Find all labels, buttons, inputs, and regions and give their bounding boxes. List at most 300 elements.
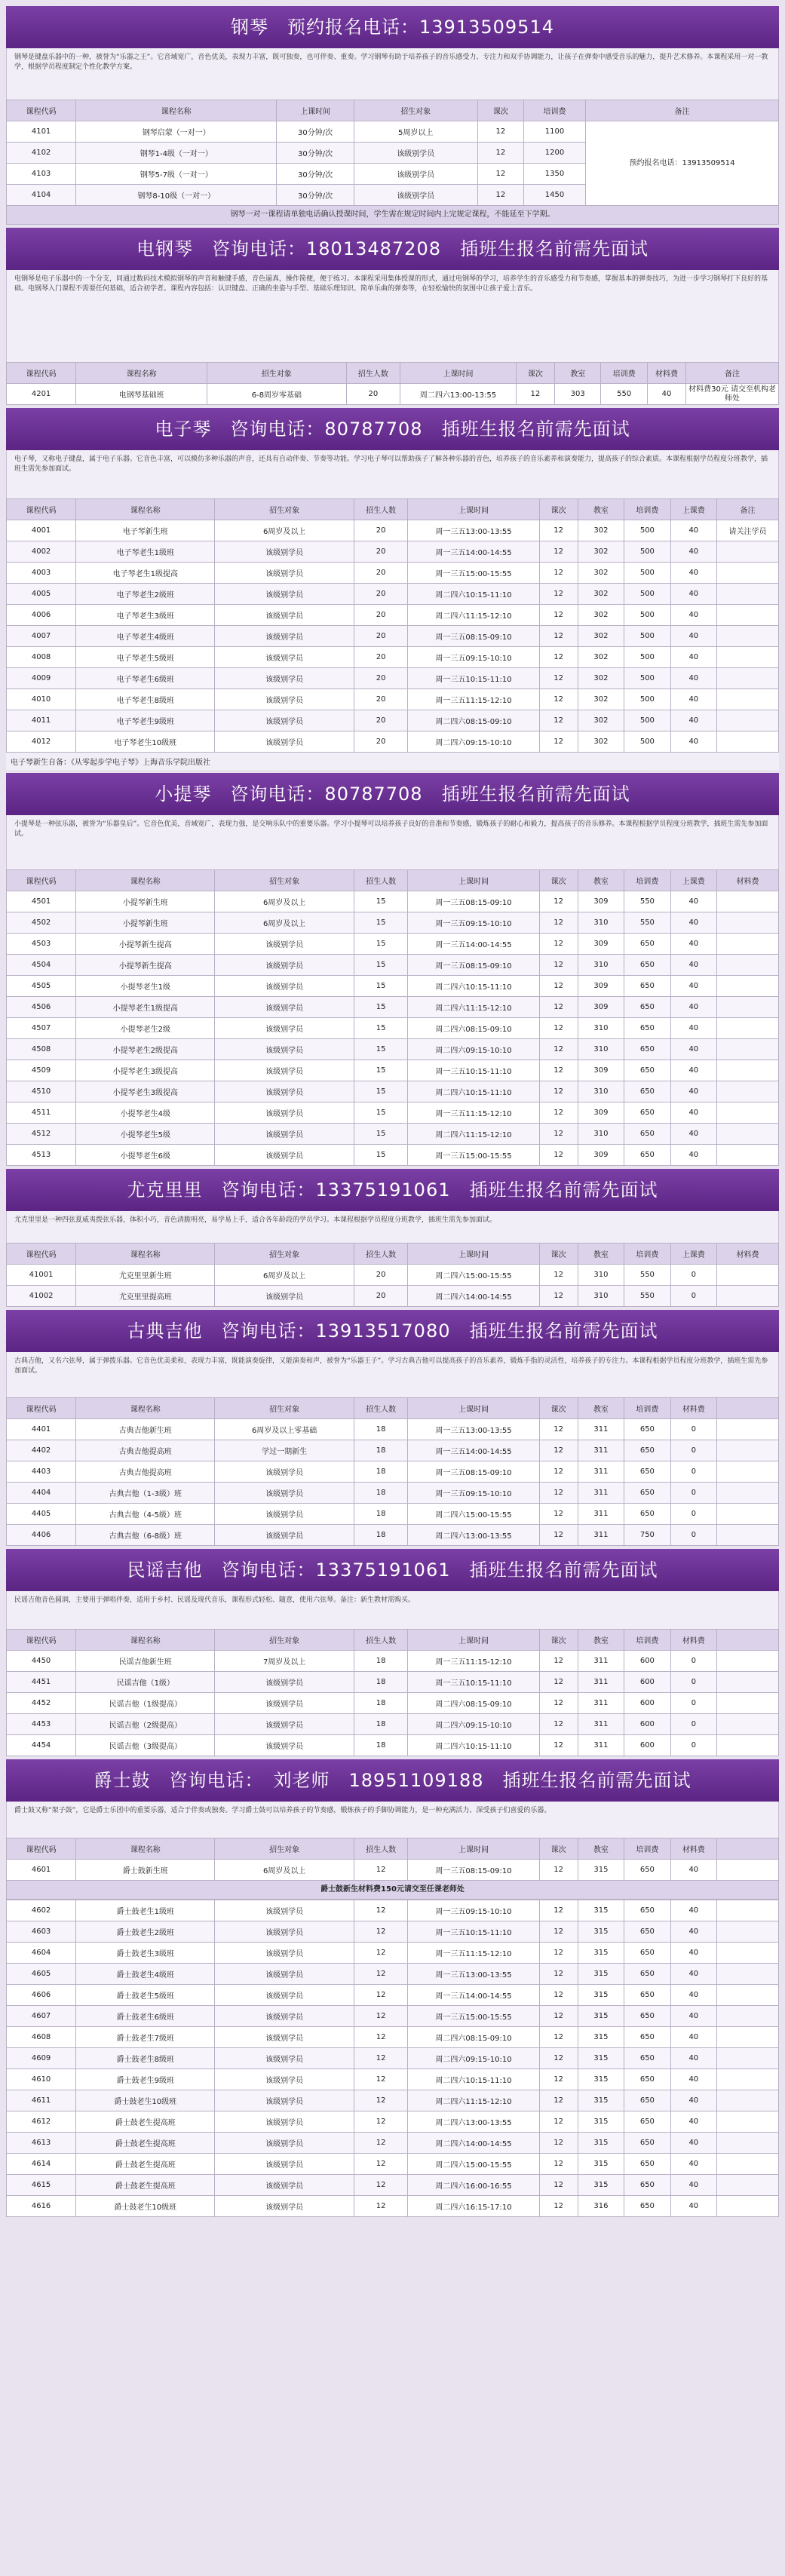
cell: 4005 (7, 584, 76, 605)
course-table (6, 1397, 779, 1546)
cell: 周二四六16:15-17:10 (408, 2196, 539, 2217)
cell: 4405 (7, 1504, 76, 1525)
cell: 40 (670, 563, 716, 584)
cell: 30分钟/次 (277, 164, 354, 185)
cell (717, 1286, 779, 1307)
cell: 该级别学员 (215, 2111, 354, 2133)
cell: 650 (624, 1060, 670, 1081)
table-row (7, 1265, 779, 1286)
header-cell: 课次 (539, 1398, 578, 1419)
cell: 周一三五08:15-09:10 (408, 1860, 539, 1881)
cell: 民谣吉他新生班 (76, 1651, 215, 1672)
cell: 12 (539, 541, 578, 563)
header-cell: 课程代码 (7, 870, 76, 891)
table-header-row (7, 363, 779, 384)
cell: 爵士鼓老生5级班 (76, 1985, 215, 2006)
cell: 309 (578, 891, 624, 912)
cell: 电子琴老生3级班 (76, 605, 215, 626)
cell: 12 (539, 1060, 578, 1081)
cell: 小提琴新生班 (76, 912, 215, 934)
cell: 315 (578, 1860, 624, 1881)
cell: 40 (670, 1124, 716, 1145)
cell: 500 (624, 731, 670, 753)
section-intro: 爵士鼓又称“架子鼓”，它是爵士乐团中的重要乐器，适合于伴奏或独奏。学习爵士鼓可以培养孩子的节奏感，锻炼孩子的手脚协调能力，是一种充满活力、深受孩子们喜爱的乐器。 (6, 1802, 779, 1838)
cell: 4608 (7, 2027, 76, 2048)
cell (717, 2154, 779, 2175)
cell (717, 1900, 779, 1921)
header-cell: 上课时间 (408, 1838, 539, 1860)
cell: 该级别学员 (215, 1735, 354, 1756)
cell: 周二四六10:15-11:10 (408, 1735, 539, 1756)
cell: 电子琴老生8级班 (76, 689, 215, 710)
cell: 500 (624, 584, 670, 605)
cell: 爵士鼓老生提高班 (76, 2133, 215, 2154)
cell: 750 (624, 1525, 670, 1546)
header-cell: 招生对象 (354, 100, 477, 121)
cell: 12 (539, 2133, 578, 2154)
cell: 周二四六11:15-12:10 (408, 2090, 539, 2111)
cell: 20 (354, 605, 408, 626)
cell: 12 (354, 1943, 408, 1964)
header-cell: 课次 (539, 1630, 578, 1651)
cell: 尤克里里新生班 (76, 1265, 215, 1286)
table-row (7, 2027, 779, 2048)
table-row (7, 1651, 779, 1672)
cell (717, 1735, 779, 1756)
cell: 12 (354, 2090, 408, 2111)
cell: 600 (624, 1714, 670, 1735)
cell: 12 (539, 520, 578, 541)
header-cell: 课程代码 (7, 363, 76, 384)
cell: 311 (578, 1651, 624, 1672)
header-cell: 培训费 (601, 363, 647, 384)
cell: 40 (670, 934, 716, 955)
section-classical-guitar (6, 1310, 779, 1546)
cell: 爵士鼓老生4级班 (76, 1964, 215, 1985)
section-electronic-keyboard (6, 408, 779, 770)
cell: 315 (578, 2175, 624, 2196)
header-cell: 招生人数 (354, 499, 408, 520)
cell (717, 1102, 779, 1124)
cell: 12 (539, 2154, 578, 2175)
remark-cell: 材料费30元 请交至机构老师处 (686, 384, 779, 405)
cell: 12 (539, 1964, 578, 1985)
cell: 周二四六15:00-15:55 (408, 1504, 539, 1525)
cell: 钢琴1-4级（一对一） (76, 143, 277, 164)
cell: 40 (670, 520, 716, 541)
cell: 该级别学员 (215, 563, 354, 584)
cell (717, 1860, 779, 1881)
cell: 40 (670, 1081, 716, 1102)
cell: 12 (539, 1265, 578, 1286)
cell: 12 (539, 731, 578, 753)
table-row (7, 1735, 779, 1756)
cell: 1100 (524, 121, 586, 143)
cell: 周二四六09:15-10:10 (408, 731, 539, 753)
cell (717, 563, 779, 584)
cell: 4008 (7, 647, 76, 668)
cell: 12 (354, 1921, 408, 1943)
cell: 1200 (524, 143, 586, 164)
table-row (7, 934, 779, 955)
cell: 周二四六08:15-09:10 (408, 710, 539, 731)
cell: 该级别学员 (215, 1900, 354, 1921)
cell: 550 (624, 912, 670, 934)
cell: 12 (539, 1081, 578, 1102)
section-folk-guitar (6, 1549, 779, 1756)
cell (717, 668, 779, 689)
cell: 该级别学员 (215, 1943, 354, 1964)
cell: 12 (539, 1039, 578, 1060)
cell: 40 (670, 2111, 716, 2133)
cell: 500 (624, 626, 670, 647)
cell: 周一三五11:15-12:10 (408, 1651, 539, 1672)
header-cell: 课程代码 (7, 1838, 76, 1860)
header-cell: 招生对象 (207, 363, 346, 384)
cell: 0 (670, 1525, 716, 1546)
cell: 周二四六11:15-12:10 (408, 1124, 539, 1145)
cell: 4501 (7, 891, 76, 912)
header-cell: 招生人数 (354, 1838, 408, 1860)
cell: 钢琴启蒙（一对一） (76, 121, 277, 143)
cell: 30分钟/次 (277, 185, 354, 206)
cell: 12 (354, 2111, 408, 2133)
cell (717, 2196, 779, 2217)
cell: 6周岁及以上 (215, 912, 354, 934)
cell: 12 (539, 584, 578, 605)
cell: 15 (354, 1102, 408, 1124)
table-row (7, 1461, 779, 1483)
cell (717, 1504, 779, 1525)
cell: 500 (624, 668, 670, 689)
cell: 该级别学员 (215, 731, 354, 753)
cell: 40 (670, 1145, 716, 1166)
cell: 请关注学员 (717, 520, 779, 541)
cell: 40 (670, 912, 716, 934)
cell: 41002 (7, 1286, 76, 1307)
cell: 4101 (7, 121, 76, 143)
table-row (7, 2154, 779, 2175)
cell: 12 (516, 384, 554, 405)
cell (717, 584, 779, 605)
section-banner: 爵士鼓 咨询电话： 刘老师 18951109188 插班生报名前需先面试 (6, 1759, 779, 1802)
cell: 40 (670, 1943, 716, 1964)
cell: 小提琴老生2级提高 (76, 1039, 215, 1060)
cell: 12 (354, 2133, 408, 2154)
section-banner: 民谣吉他 咨询电话：13375191061 插班生报名前需先面试 (6, 1549, 779, 1591)
cell: 4451 (7, 1672, 76, 1693)
cell: 40 (670, 955, 716, 976)
cell: 311 (578, 1483, 624, 1504)
header-cell: 教室 (578, 1630, 624, 1651)
table-row (7, 2175, 779, 2196)
cell: 爵士鼓老生2级班 (76, 1921, 215, 1943)
header-cell: 招生人数 (354, 870, 408, 891)
cell: 40 (670, 689, 716, 710)
cell: 4011 (7, 710, 76, 731)
cell: 周一三五11:15-12:10 (408, 689, 539, 710)
cell: 小提琴老生5级 (76, 1124, 215, 1145)
header-cell: 教室 (578, 1398, 624, 1419)
section-banner: 尤克里里 咨询电话：13375191061 插班生报名前需先面试 (6, 1169, 779, 1211)
table-row (7, 626, 779, 647)
cell: 18 (354, 1525, 408, 1546)
cell: 周一三五08:15-09:10 (408, 1461, 539, 1483)
cell: 周二四六10:15-11:10 (408, 584, 539, 605)
cell: 该级别学员 (215, 1714, 354, 1735)
cell: 650 (624, 1081, 670, 1102)
cell (717, 2006, 779, 2027)
cell: 40 (647, 384, 685, 405)
course-table (6, 100, 779, 206)
header-cell: 材料费 (670, 1630, 716, 1651)
cell: 该级别学员 (215, 2196, 354, 2217)
cell: 4512 (7, 1124, 76, 1145)
cell: 12 (354, 1964, 408, 1985)
header-cell: 课程名称 (76, 1398, 215, 1419)
cell: 12 (539, 1461, 578, 1483)
cell: 315 (578, 2069, 624, 2090)
cell: 4404 (7, 1483, 76, 1504)
cell: 15 (354, 891, 408, 912)
cell: 650 (624, 955, 670, 976)
cell: 600 (624, 1672, 670, 1693)
cell: 12 (539, 605, 578, 626)
course-table (6, 1629, 779, 1756)
cell: 650 (624, 1860, 670, 1881)
section-violin (6, 773, 779, 1166)
table-row (7, 1525, 779, 1546)
cell: 12 (477, 121, 523, 143)
cell: 40 (670, 2006, 716, 2027)
cell: 12 (539, 2090, 578, 2111)
cell: 周一三五10:15-11:10 (408, 1672, 539, 1693)
cell: 周一三五11:15-12:10 (408, 1102, 539, 1124)
cell: 12 (539, 1900, 578, 1921)
cell: 6周岁及以上 (215, 1860, 354, 1881)
cell (717, 997, 779, 1018)
cell: 0 (670, 1672, 716, 1693)
cell: 该级别学员 (215, 1964, 354, 1985)
cell: 古典吉他提高班 (76, 1461, 215, 1483)
cell: 0 (670, 1504, 716, 1525)
cell: 4012 (7, 731, 76, 753)
cell: 4607 (7, 2006, 76, 2027)
cell: 302 (578, 520, 624, 541)
cell: 小提琴老生3级提高 (76, 1081, 215, 1102)
cell: 6周岁及以上 (215, 1265, 354, 1286)
cell: 40 (670, 668, 716, 689)
cell: 该级别学员 (215, 934, 354, 955)
section-ukulele (6, 1169, 779, 1307)
cell: 周一三五13:00-13:55 (408, 1964, 539, 1985)
cell: 该级别学员 (354, 164, 477, 185)
cell: 12 (354, 1985, 408, 2006)
cell: 40 (670, 2175, 716, 2196)
header-cell: 培训费 (524, 100, 586, 121)
material-fee-notice: 爵士鼓新生材料费150元请交至任课老师处 (6, 1881, 779, 1900)
cell: 周一三五09:15-10:10 (408, 647, 539, 668)
cell: 315 (578, 1985, 624, 2006)
header-cell: 课程代码 (7, 100, 76, 121)
table-row (7, 1714, 779, 1735)
cell: 该级别学员 (215, 2027, 354, 2048)
cell: 0 (670, 1419, 716, 1440)
cell: 4511 (7, 1102, 76, 1124)
cell: 310 (578, 1124, 624, 1145)
cell: 550 (601, 384, 647, 405)
cell: 该级别学员 (215, 584, 354, 605)
cell: 40 (670, 710, 716, 731)
table-row (7, 1419, 779, 1440)
cell: 4406 (7, 1525, 76, 1546)
cell: 650 (624, 1985, 670, 2006)
cell: 310 (578, 1018, 624, 1039)
cell: 学过一期新生 (215, 1440, 354, 1461)
cell: 20 (354, 710, 408, 731)
cell: 1350 (524, 164, 586, 185)
cell: 40 (670, 2027, 716, 2048)
cell (717, 2175, 779, 2196)
cell: 电子琴老生5级班 (76, 647, 215, 668)
cell: 12 (354, 2027, 408, 2048)
cell: 20 (354, 541, 408, 563)
cell: 500 (624, 563, 670, 584)
cell: 4009 (7, 668, 76, 689)
cell: 爵士鼓老生1级班 (76, 1900, 215, 1921)
cell: 该级别学员 (215, 710, 354, 731)
table-row (7, 1102, 779, 1124)
cell: 12 (539, 891, 578, 912)
cell: 311 (578, 1693, 624, 1714)
table-row (7, 563, 779, 584)
cell: 6周岁及以上零基础 (215, 1419, 354, 1440)
table-header-row (7, 100, 779, 121)
cell: 古典吉他提高班 (76, 1440, 215, 1461)
header-cell: 课程代码 (7, 1630, 76, 1651)
header-cell: 课程名称 (76, 100, 277, 121)
cell (717, 1461, 779, 1483)
cell: 650 (624, 2175, 670, 2196)
cell: 尤克里里提高班 (76, 1286, 215, 1307)
cell (717, 626, 779, 647)
cell: 40 (670, 2133, 716, 2154)
cell: 12 (477, 164, 523, 185)
table-row (7, 2069, 779, 2090)
cell (717, 912, 779, 934)
cell (717, 955, 779, 976)
cell: 600 (624, 1693, 670, 1714)
cell: 40 (670, 1964, 716, 1985)
cell: 4507 (7, 1018, 76, 1039)
cell: 该级别学员 (215, 2069, 354, 2090)
cell: 303 (555, 384, 601, 405)
header-cell: 课次 (539, 1244, 578, 1265)
cell: 周一三五10:15-11:10 (408, 1060, 539, 1081)
cell: 0 (670, 1265, 716, 1286)
cell: 该级别学员 (215, 1525, 354, 1546)
cell: 650 (624, 2090, 670, 2111)
cell: 该级别学员 (215, 541, 354, 563)
cell: 12 (539, 2069, 578, 2090)
cell: 小提琴老生1级提高 (76, 997, 215, 1018)
cell: 周二四六13:00-13:55 (400, 384, 517, 405)
cell: 周一三五10:15-11:10 (408, 668, 539, 689)
cell: 310 (578, 1081, 624, 1102)
cell: 40 (670, 976, 716, 997)
table-row (7, 891, 779, 912)
cell: 周二四六08:15-09:10 (408, 2027, 539, 2048)
cell: 650 (624, 1145, 670, 1166)
cell: 600 (624, 1651, 670, 1672)
cell: 该级别学员 (215, 976, 354, 997)
course-table (6, 1838, 779, 1881)
cell (717, 1525, 779, 1546)
cell (717, 710, 779, 731)
section-intro: 尤克里里是一种四弦夏威夷拨弦乐器，体积小巧，音色清脆明亮，易学易上手，适合各年龄段的学员学习。本课程根据学员程度分班教学，插班生需先参加面试。 (6, 1211, 779, 1243)
cell: 周二四六14:00-14:55 (408, 1286, 539, 1307)
cell: 0 (670, 1651, 716, 1672)
cell: 民谣吉他（2级提高） (76, 1714, 215, 1735)
cell (717, 1265, 779, 1286)
header-cell: 材料费 (670, 1838, 716, 1860)
header-cell: 上课时间 (408, 499, 539, 520)
section-intro: 小提琴是一种弦乐器，被誉为“乐器皇后”。它音色优美，音域宽广，表现力强，是交响乐队中的重要乐器。学习小提琴可以培养孩子良好的音准和节奏感，锻炼孩子的耐心和毅力，提高孩子的音乐修养。本课程根据学员程度分班教学，插班生需先参加面试。 (6, 815, 779, 869)
cell: 周一三五13:00-13:55 (408, 1419, 539, 1440)
cell: 4606 (7, 1985, 76, 2006)
table-row (7, 1124, 779, 1145)
cell (717, 1921, 779, 1943)
table-header-row (7, 1244, 779, 1265)
section-intro: 钢琴是键盘乐器中的一种，被誉为“乐器之王”。它音域宽广，音色优美，表现力丰富，既可独奏，也可伴奏、重奏。学习钢琴有助于培养孩子的音乐感受力、专注力和双手协调能力，让孩子在弹奏中感受音乐的魅力，提升艺术修养。本课程采用一对一教学，根据学员程度制定个性化教学方案。 (6, 48, 779, 100)
cell: 12 (539, 1286, 578, 1307)
cell: 12 (354, 2048, 408, 2069)
cell: 12 (539, 2196, 578, 2217)
cell: 12 (539, 1714, 578, 1735)
cell: 12 (539, 1102, 578, 1124)
cell: 小提琴老生4级 (76, 1102, 215, 1124)
header-cell: 招生对象 (215, 1398, 354, 1419)
cell: 15 (354, 1124, 408, 1145)
header-cell: 培训费 (624, 1398, 670, 1419)
cell: 周一三五08:15-09:10 (408, 891, 539, 912)
cell: 500 (624, 541, 670, 563)
section-piano (6, 6, 779, 225)
cell: 4402 (7, 1440, 76, 1461)
cell (717, 1693, 779, 1714)
cell: 310 (578, 1265, 624, 1286)
course-table (6, 1243, 779, 1307)
cell: 310 (578, 955, 624, 976)
cell (717, 1018, 779, 1039)
cell: 该级别学员 (354, 143, 477, 164)
cell: 12 (539, 2175, 578, 2196)
cell: 4510 (7, 1081, 76, 1102)
cell: 4513 (7, 1145, 76, 1166)
cell: 302 (578, 541, 624, 563)
table-row (7, 1921, 779, 1943)
header-cell: 课次 (477, 100, 523, 121)
table-header-row (7, 1630, 779, 1651)
section-jazz-drum (6, 1759, 779, 2217)
header-cell: 招生对象 (215, 499, 354, 520)
cell: 30分钟/次 (277, 121, 354, 143)
cell: 15 (354, 934, 408, 955)
table-row (7, 384, 779, 405)
cell: 12 (539, 1860, 578, 1881)
cell: 650 (624, 1124, 670, 1145)
cell: 311 (578, 1672, 624, 1693)
